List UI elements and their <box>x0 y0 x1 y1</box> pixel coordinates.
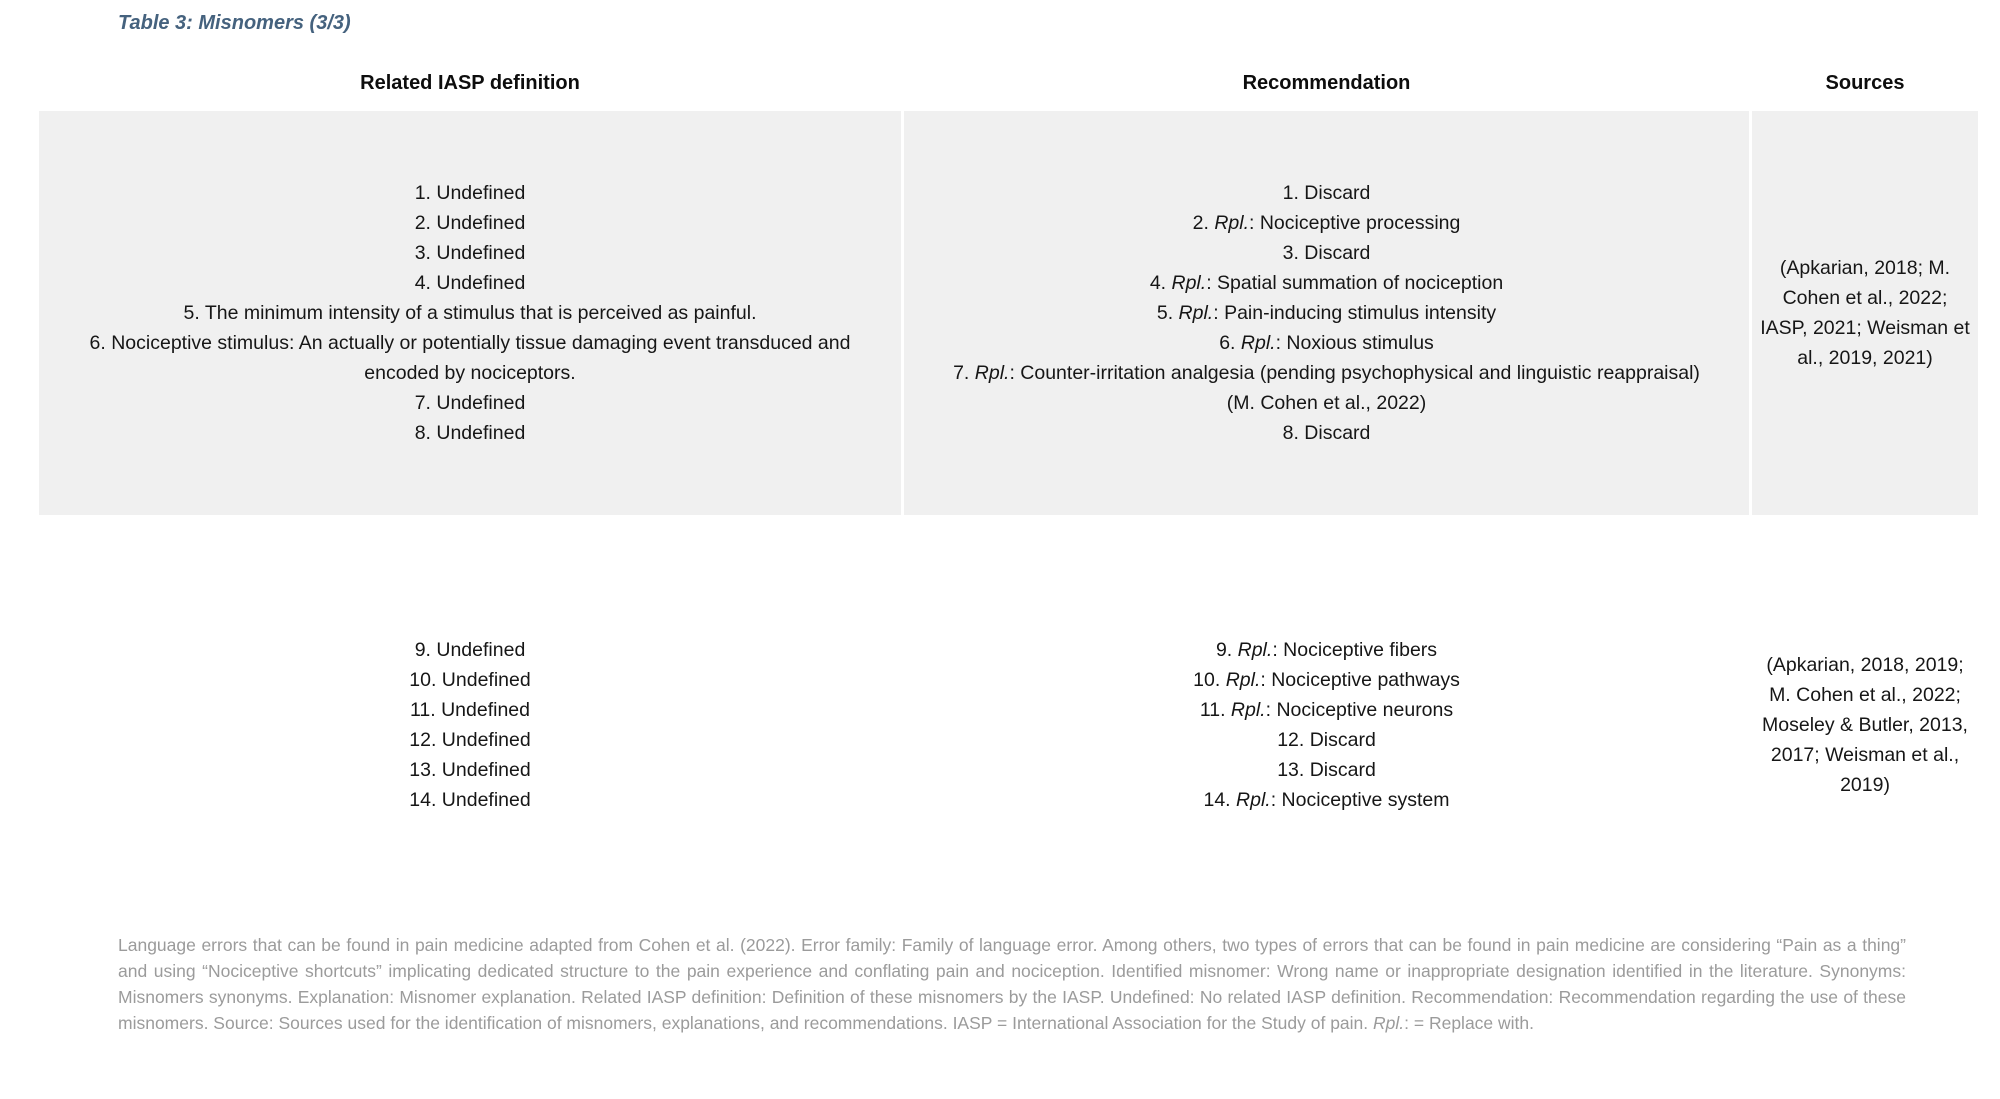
table-footnote: Language errors that can be found in pain medicine adapted from Cohen et al. (2022). Error family: Family of language error. Among others, two types of errors that can be found in pain medicine are considering “Pain as a thing” and using “Nociceptive shortcuts” implicating dedicated structure to the pain experience and conflating pain and nociception. Identified misnomer: Wrong name or inappropriate designation identified in the literature. Synonyms: Misnomers synonyms. Explanation: Misnomer explanation. Related IASP definition: Definition of these misnomers by the IASP. Undefined: No related IASP definition. Recommendation: Recommendation regarding the use of these misnomers. Source: Sources used for the identification of misnomers, explanations, and recommendations. IASP = International Association for the Study of pain. Rpl.: = Replace with. <box>118 935 1906 1033</box>
column-header-recommendation: Recommendation <box>1242 72 1411 94</box>
column-header-definition: Related IASP definition <box>360 72 580 94</box>
recommendation-cell: 1. Discard 2. Rpl.: Nociceptive processing 3. Discard 4. Rpl.: Spatial summation of nociception 5. Rpl.: Pain-inducing stimulus intensity 6. Rpl.: Noxious stimulus 7. Rpl.: Counter-irritation analgesia (pending psychophysical and linguistic reappraisal) (M. Cohen et al., 2022) 8. Discard <box>904 111 1749 515</box>
sources-cell: (Apkarian, 2018; M. Cohen et al., 2022; IASP, 2021; Weisman et al., 2019, 2021) <box>1752 111 1978 515</box>
definition-cell: 9. Undefined 10. Undefined 11. Undefined 12. Undefined 13. Undefined 14. Undefined <box>409 639 531 811</box>
column-header-sources: Sources <box>1825 72 1905 94</box>
definition-cell: 1. Undefined 2. Undefined 3. Undefined 4. Undefined 5. The minimum intensity of a stimulus that is perceived as painful. 6. Nociceptive stimulus: An actually or potentially tissue damaging event transduced and encoded by nociceptors. 7. Undefined 8. Undefined <box>39 111 901 515</box>
sources-cell: (Apkarian, 2018, 2019; M. Cohen et al., 2022; Moseley & Butler, 2013, 2017; Weisman et al., 2019) <box>1762 654 1968 796</box>
page-title: Table 3: Misnomers (3/3) <box>118 12 351 34</box>
table-row <box>39 111 1978 515</box>
table-row <box>39 515 1978 935</box>
table-header-row <box>39 66 1978 100</box>
recommendation-cell: 9. Rpl.: Nociceptive fibers 10. Rpl.: Nociceptive pathways 11. Rpl.: Nociceptive neurons 12. Discard 13. Discard 14. Rpl.: Nociceptive system <box>1193 639 1460 811</box>
